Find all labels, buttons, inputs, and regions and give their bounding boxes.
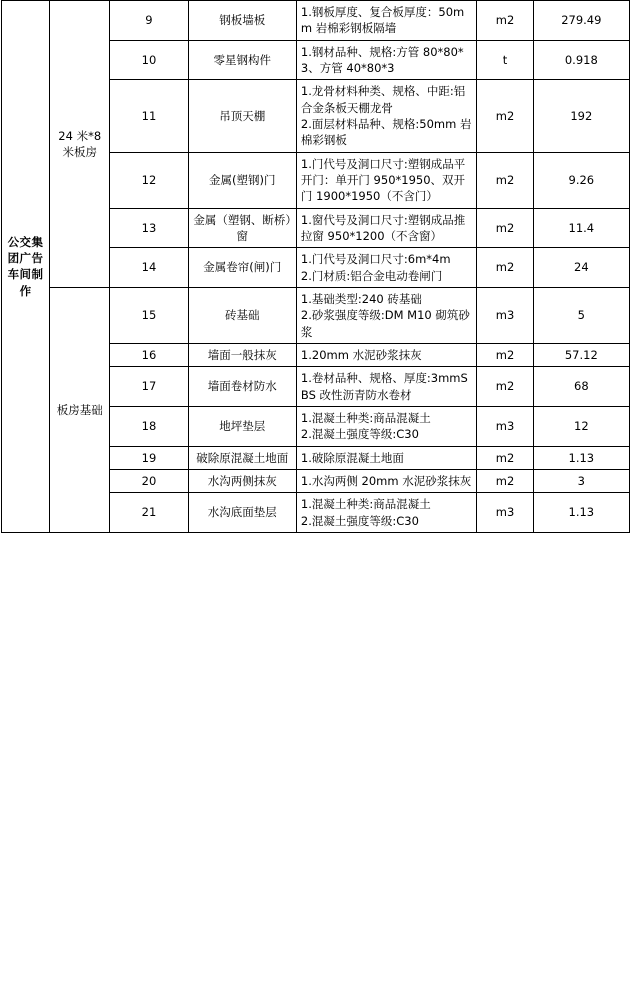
- description-line: 1.破除原混凝土地面: [300, 450, 404, 465]
- description-line: 1.水沟两侧 20mm 水泥砂浆抹灰: [300, 473, 472, 488]
- subgroup-cell-panel-house: 24 米*8 米板房: [50, 1, 110, 288]
- item-description: [296, 287, 477, 343]
- description-line: 2.门材质:铝合金电动卷闸门: [300, 268, 443, 283]
- item-quantity: 1.13: [533, 493, 629, 533]
- row-number: 10: [110, 40, 188, 80]
- description-line: 1.基础类型:240 砖基础: [300, 291, 422, 306]
- row-number: 20: [110, 469, 188, 492]
- item-name: 吊顶天棚: [188, 80, 296, 152]
- item-description: [296, 446, 477, 469]
- item-name: 砖基础: [188, 287, 296, 343]
- item-name: 墙面一般抹灰: [188, 343, 296, 366]
- item-name: 金属(塑钢)门: [188, 152, 296, 208]
- description-line: 2.混凝土强度等级:C30: [300, 427, 419, 442]
- description-line: 1.20mm 水泥砂浆抹灰: [300, 347, 422, 362]
- item-name: 破除原混凝土地面: [188, 446, 296, 469]
- item-quantity: 5: [533, 287, 629, 343]
- item-name: 水沟底面垫层: [188, 493, 296, 533]
- item-name: 金属（塑钢、断桥）窗: [188, 208, 296, 248]
- row-number: 19: [110, 446, 188, 469]
- item-quantity: 57.12: [533, 343, 629, 366]
- row-number: 16: [110, 343, 188, 366]
- item-quantity: 0.918: [533, 40, 629, 80]
- item-description: [296, 469, 477, 492]
- item-quantity: 68: [533, 367, 629, 407]
- item-name: 水沟两侧抹灰: [188, 469, 296, 492]
- item-description: [296, 1, 477, 41]
- description-line: 1.窗代号及洞口尺寸:塑钢成品推拉窗 950*1200（不含窗）: [300, 212, 466, 243]
- row-number: 14: [110, 248, 188, 288]
- item-name: 地坪垫层: [188, 406, 296, 446]
- item-unit: m2: [477, 152, 533, 208]
- description-line: 1.门代号及洞口尺寸:6m*4m: [300, 252, 451, 267]
- description-line: 1.龙骨材料种类、规格、中距:铝合金条板天棚龙骨: [300, 84, 466, 115]
- description-line: 2.砂浆强度等级:DM M10 砌筑砂浆: [300, 308, 470, 339]
- item-description: [296, 80, 477, 152]
- description-line: 1.门代号及洞口尺寸:塑钢成品平开门：单开门 950*1950、双开门 1900*1950（不含门）: [300, 156, 466, 204]
- description-line: 1.混凝土种类:商品混凝土: [300, 497, 431, 512]
- item-name: 墙面卷材防水: [188, 367, 296, 407]
- item-unit: m2: [477, 208, 533, 248]
- item-unit: m2: [477, 469, 533, 492]
- row-number: 18: [110, 406, 188, 446]
- item-description: [296, 208, 477, 248]
- item-description: [296, 40, 477, 80]
- item-unit: m2: [477, 248, 533, 288]
- item-description: [296, 343, 477, 366]
- description-line: 1.钢板厚度、复合板厚度：50mm 岩棉彩钢板隔墙: [300, 5, 465, 36]
- table-row: [2, 1, 630, 41]
- row-number: 12: [110, 152, 188, 208]
- item-description: [296, 367, 477, 407]
- item-name: 零星钢构件: [188, 40, 296, 80]
- row-number: 11: [110, 80, 188, 152]
- description-line: 2.混凝土强度等级:C30: [300, 513, 419, 528]
- item-quantity: 1.13: [533, 446, 629, 469]
- bill-of-quantities-table: [1, 0, 630, 533]
- table-row: [2, 287, 630, 343]
- row-number: 17: [110, 367, 188, 407]
- item-unit: m2: [477, 446, 533, 469]
- subgroup-cell-foundation: 板房基础: [50, 287, 110, 532]
- description-line: 2.面层材料品种、规格:50mm 岩棉彩钢板: [300, 116, 472, 148]
- item-quantity: 12: [533, 406, 629, 446]
- row-number: 15: [110, 287, 188, 343]
- item-unit: m3: [477, 493, 533, 533]
- item-description: [296, 406, 477, 446]
- description-line: 1.卷材品种、规格、厚度:3mmSBS 改性沥青防水卷材: [300, 371, 468, 402]
- item-description: [296, 493, 477, 533]
- item-description: [296, 152, 477, 208]
- item-quantity: 192: [533, 80, 629, 152]
- row-number: 9: [110, 1, 188, 41]
- item-name: 金属卷帘(闸)门: [188, 248, 296, 288]
- item-quantity: 24: [533, 248, 629, 288]
- item-quantity: 11.4: [533, 208, 629, 248]
- item-unit: m2: [477, 367, 533, 407]
- item-unit: m2: [477, 1, 533, 41]
- row-number: 21: [110, 493, 188, 533]
- item-unit: m2: [477, 80, 533, 152]
- row-number: 13: [110, 208, 188, 248]
- item-quantity: 9.26: [533, 152, 629, 208]
- item-quantity: 279.49: [533, 1, 629, 41]
- item-unit: m3: [477, 287, 533, 343]
- item-quantity: 3: [533, 469, 629, 492]
- item-name: 钢板墙板: [188, 1, 296, 41]
- item-description: [296, 248, 477, 288]
- item-unit: m3: [477, 406, 533, 446]
- group-cell-project: 公交集团广告车间制作: [2, 1, 50, 533]
- item-unit: t: [477, 40, 533, 80]
- item-unit: m2: [477, 343, 533, 366]
- description-line: 1.混凝土种类:商品混凝土: [300, 410, 431, 425]
- description-line: 1.钢材品种、规格:方管 80*80*3、方管 40*80*3: [300, 44, 464, 75]
